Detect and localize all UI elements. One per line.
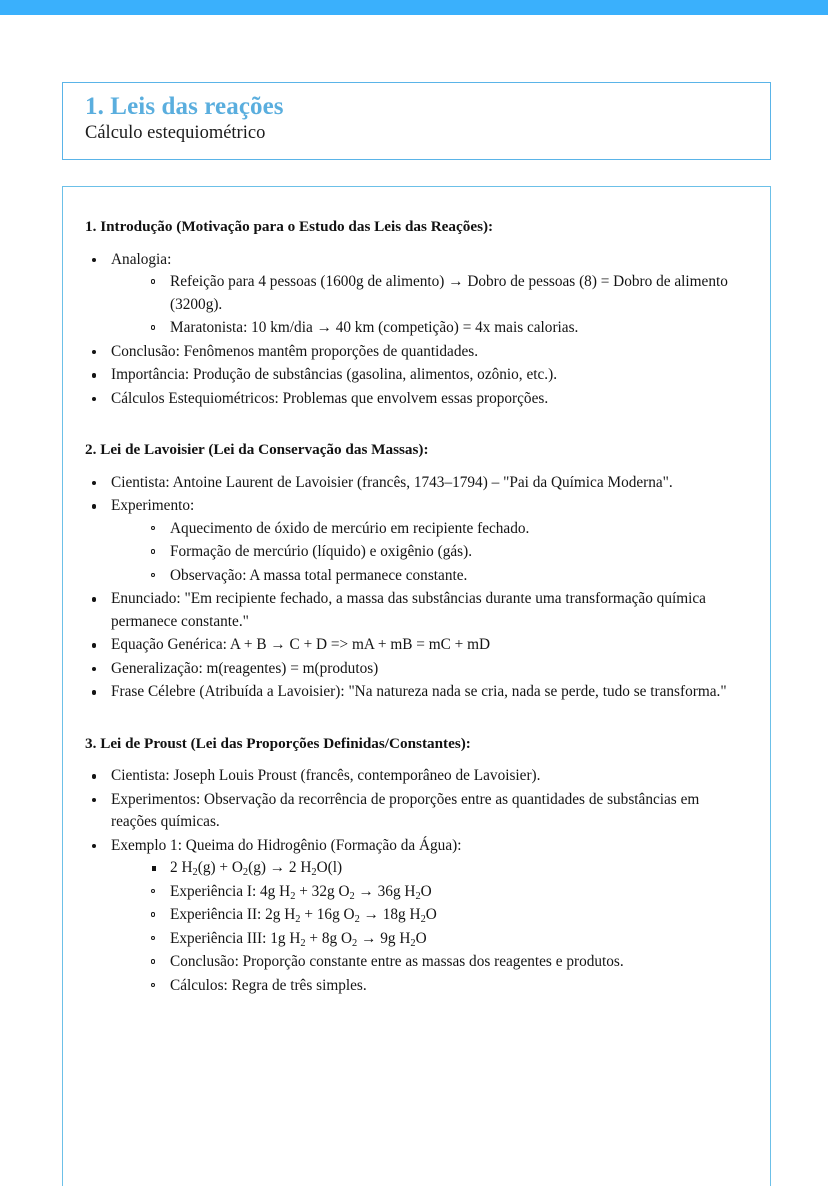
list-item <box>144 951 746 973</box>
list-item <box>144 565 746 587</box>
sub-list <box>144 271 746 339</box>
list-item-text: Refeição para 4 pessoas (1600g de alimento) → Dobro de pessoas (8) = Dobro de alimento (3200g). <box>170 273 728 313</box>
list-item-text: Generalização: m(reagentes) = m(produtos) <box>111 659 379 677</box>
list-item <box>144 928 746 950</box>
list-item-text: Importância: Produção de substâncias (gasolina, alimentos, ozônio, etc.). <box>111 366 558 384</box>
list-item <box>144 857 746 879</box>
sub-list <box>144 881 746 997</box>
list-item <box>144 975 746 997</box>
list-item <box>144 904 746 926</box>
list-item-text: Enunciado: "Em recipiente fechado, a massa das substâncias durante uma transformação química permanece constante." <box>111 590 706 630</box>
list-item-text: Cientista: Joseph Louis Proust (francês, contemporâneo de Lavoisier). <box>111 767 541 785</box>
section-heading: 1. Introdução (Motivação para o Estudo das Leis das Reações): <box>85 218 494 235</box>
list-item-text: Frase Célebre (Atribuída a Lavoisier): "Na natureza nada se cria, nada se perde, tudo se transforma." <box>111 683 727 701</box>
list-item-text: Experiência II: 2g $H_2 + 16g$ $O_2 \to 18g$ $H_2O$ <box>170 906 437 926</box>
list-item <box>85 681 746 703</box>
list-item-text: Cálculos: Regra de três simples. <box>170 976 367 994</box>
list-item <box>85 835 746 997</box>
title-card <box>62 82 771 160</box>
list-item <box>144 271 746 316</box>
list-item <box>85 789 746 834</box>
list-item-text: Analogia: <box>111 250 172 268</box>
list-item <box>85 658 746 680</box>
list-item <box>144 881 746 903</box>
list-item-text: Observação: A massa total permanece constante. <box>170 566 468 584</box>
list-item-text: 2 $H_2(g) + O_2(g) \to 2$ $H_2O(l)$ <box>170 859 343 879</box>
section-list <box>85 765 746 997</box>
list-item-text: Experimentos: Observação da recorrência de proporções entre as quantidades de substâncias em reações químicas. <box>111 790 700 831</box>
list-item-text: Equação Genérica: A + B → C + D => mA + mB = mC + mD <box>111 636 491 654</box>
section-list <box>85 472 746 704</box>
list-item <box>144 317 746 339</box>
list-item-text: Conclusão: Proporção constante entre as massas dos reagentes e produtos. <box>170 953 624 971</box>
list-item <box>85 249 746 340</box>
sub-list <box>144 518 746 587</box>
list-item-text: Conclusão: Fenômenos mantêm proporções de quantidades. <box>111 342 479 360</box>
list-item <box>85 364 746 386</box>
list-item <box>85 472 746 494</box>
section-heading: 3. Lei de Proust (Lei das Proporções Definidas/Constantes): <box>85 734 471 752</box>
list-item <box>85 765 746 787</box>
content-card <box>62 186 771 1186</box>
page-subtitle: Cálculo estequiométrico <box>85 123 266 143</box>
list-item-text: Exemplo 1: Queima do Hidrogênio (Formação da Água): <box>111 836 462 854</box>
list-item <box>85 588 746 633</box>
list-item-text: Formação de mercúrio (líquido) e oxigênio (gás). <box>170 543 473 561</box>
list-item <box>85 495 746 587</box>
sections-container <box>85 217 746 997</box>
page-title: 1. Leis das reações <box>85 93 284 120</box>
list-item-text: Cientista: Antoine Laurent de Lavoisier (francês, 1743–1794) – "Pai da Química Moderna". <box>111 473 673 491</box>
list-item-text: Cálculos Estequiométricos: Problemas que envolvem essas proporções. <box>111 389 549 407</box>
section-list <box>85 249 746 410</box>
section-heading: 2. Lei de Lavoisier (Lei da Conservação das Massas): <box>85 441 429 459</box>
list-item <box>85 341 746 363</box>
list-item <box>144 541 746 563</box>
list-item-text: Experiência I: 4g $H_2 + 32g$ $O_2 \to 36g$ $H_2O$ <box>170 882 432 902</box>
list-item-text: Experiência III: 1g $H_2 + 8g$ $O_2 \to 9g$ $H_2O$ <box>170 929 427 949</box>
list-item-text: Maratonista: 10 km/dia → 40 km (competição) = 4x mais calorias. <box>170 319 579 337</box>
list-item-text: Aquecimento de óxido de mercúrio em recipiente fechado. <box>170 519 530 537</box>
list-item-text: Experimento: <box>111 497 195 515</box>
top-accent-bar <box>0 0 828 15</box>
equation-list <box>144 857 746 879</box>
list-item <box>144 518 746 540</box>
list-item <box>85 388 746 410</box>
list-item <box>85 634 746 656</box>
